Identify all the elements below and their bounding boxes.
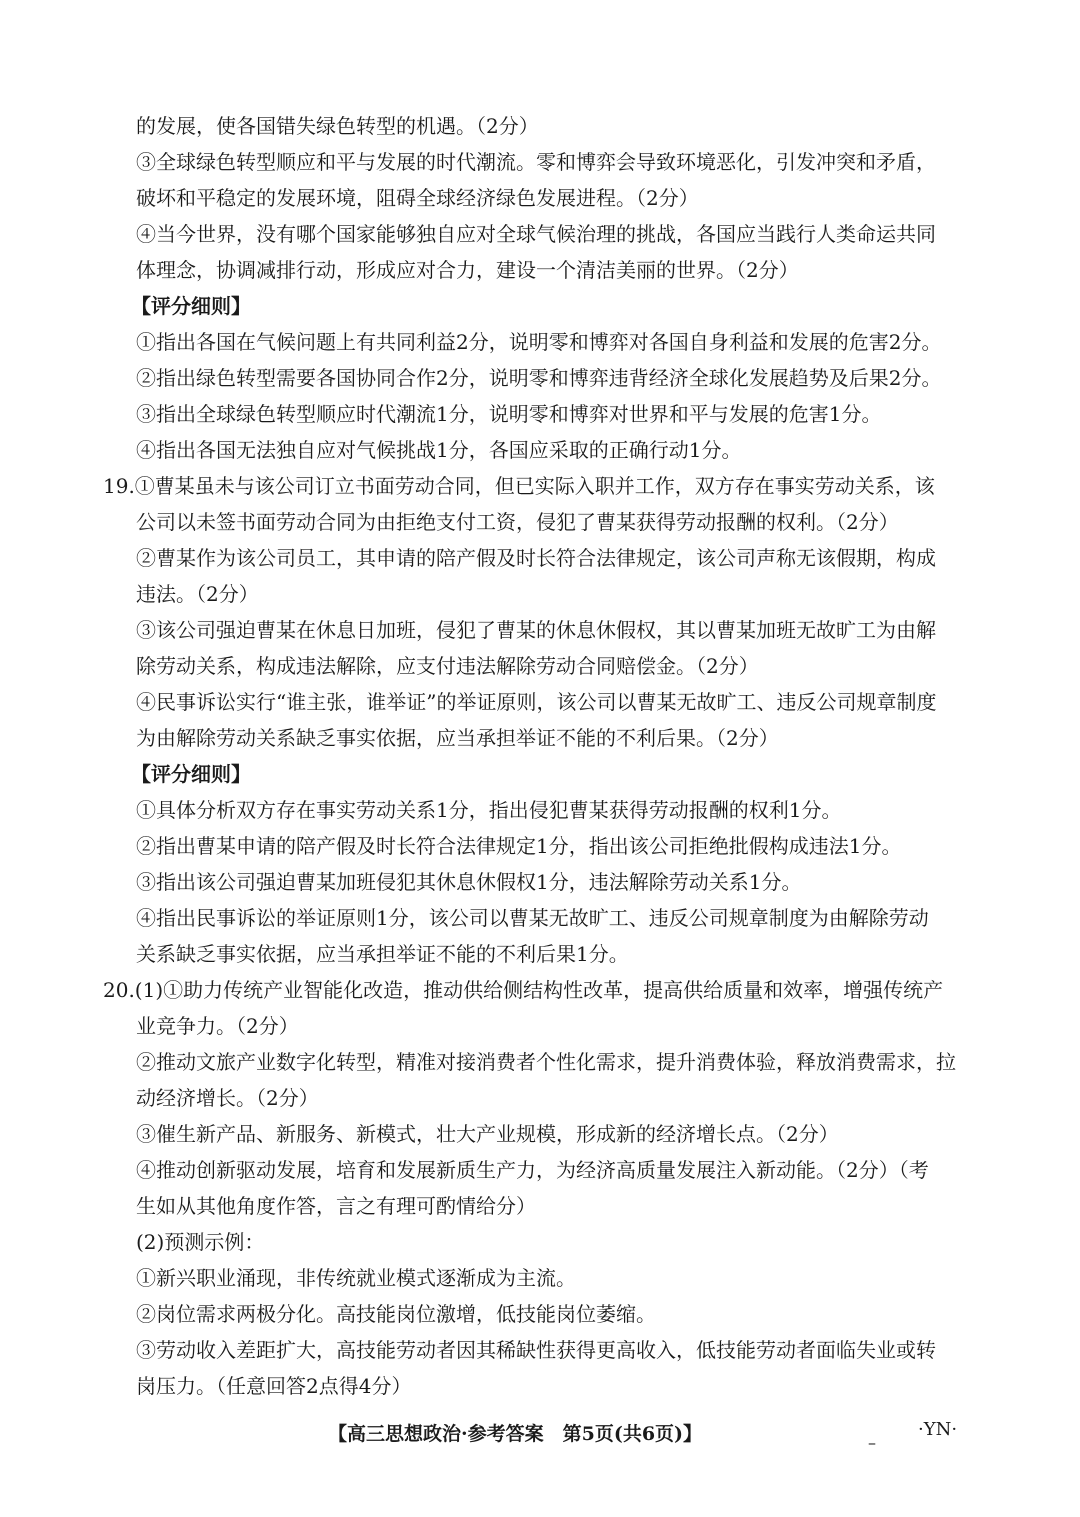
text-line: ③催生新产品、新服务、新模式，壮大产业规模，形成新的经济增长点。（2分） [136, 1122, 839, 1146]
text-line: ①指出各国在气候问题上有共同利益2分，说明零和博弈对各国自身利益和发展的危害2分。 [136, 330, 942, 354]
text-line: 违法。（2分） [136, 582, 259, 606]
text-line: ②指出绿色转型需要各国协同合作2分，说明零和博弈违背经济全球化发展趋势及后果2分。 [136, 366, 942, 390]
text-line: ②指出曹某申请的陪产假及时长符合法律规定1分，指出该公司拒绝批假构成违法1分。 [136, 834, 902, 858]
text-line: ①具体分析双方存在事实劳动关系1分，指出侵犯曹某获得劳动报酬的权利1分。 [136, 798, 842, 822]
section-heading: 【评分细则】 [131, 762, 251, 786]
text-line: 除劳动关系，构成违法解除，应支付违法解除劳动合同赔偿金。（2分） [136, 654, 759, 678]
text-line: 19.①曹某虽未与该公司订立书面劳动合同，但已实际入职并工作，双方存在事实劳动关系，该 [103, 474, 935, 498]
text-line: 业竞争力。（2分） [136, 1014, 299, 1038]
text-line: (2)预测示例： [136, 1230, 265, 1254]
text-line: 20.(1)①助力传统产业智能化改造，推动供给侧结构性改革，提高供给质量和效率，增强传统产 [103, 978, 944, 1002]
text-line: 公司以未签书面劳动合同为由拒绝支付工资，侵犯了曹某获得劳动报酬的权利。（2分） [136, 510, 899, 534]
text-line: ②曹某作为该公司员工，其申请的陪产假及时长符合法律规定，该公司声称无该假期，构成 [136, 546, 936, 570]
section-heading: 【评分细则】 [131, 294, 251, 318]
text-line: 关系缺乏事实依据，应当承担举证不能的不利后果1分。 [136, 942, 629, 966]
footer-code: ·YN· [918, 1419, 958, 1440]
text-line: ③该公司强迫曹某在休息日加班，侵犯了曹某的休息休假权，其以曹某加班无故旷工为由解 [136, 618, 936, 642]
text-line: 岗压力。（任意回答2点得4分） [136, 1374, 412, 1398]
text-line: ④指出各国无法独自应对气候挑战1分，各国应采取的正确行动1分。 [136, 438, 742, 462]
text-line: ③全球绿色转型顺应和平与发展的时代潮流。零和博弈会导致环境恶化，引发冲突和矛盾， [136, 150, 936, 174]
text-line: 的发展，使各国错失绿色转型的机遇。（2分） [136, 114, 539, 138]
text-line: ③劳动收入差距扩大，高技能劳动者因其稀缺性获得更高收入，低技能劳动者面临失业或转 [136, 1338, 936, 1362]
text-line: ④当今世界，没有哪个国家能够独自应对全球气候治理的挑战，各国应当践行人类命运共同 [136, 222, 936, 246]
page-footer [0, 1413, 1080, 1453]
text-line: ③指出全球绿色转型顺应时代潮流1分，说明零和博弈对世界和平与发展的危害1分。 [136, 402, 882, 426]
footer-mark: – [868, 1433, 876, 1452]
text-line: ②推动文旅产业数字化转型，精准对接消费者个性化需求，提升消费体验，释放消费需求，拉 [136, 1050, 956, 1074]
text-line: 为由解除劳动关系缺乏事实依据，应当承担举证不能的不利后果。（2分） [136, 726, 779, 750]
text-line: ④推动创新驱动发展，培育和发展新质生产力，为经济高质量发展注入新动能。（2分）（考 [136, 1158, 929, 1182]
text-line: ③指出该公司强迫曹某加班侵犯其休息休假权1分，违法解除劳动关系1分。 [136, 870, 802, 894]
footer-title: 【高三思想政治·参考答案 第5页(共6页)】 [328, 1423, 703, 1445]
text-line: ②岗位需求两极分化。高技能岗位激增，低技能岗位萎缩。 [136, 1302, 656, 1326]
text-line: 体理念，协调减排行动，形成应对合力，建设一个清洁美丽的世界。（2分） [136, 258, 799, 282]
text-line: ④民事诉讼实行“谁主张，谁举证”的举证原则，该公司以曹某无故旷工、违反公司规章制度 [136, 690, 937, 714]
text-line: 动经济增长。（2分） [136, 1086, 319, 1110]
text-line: ④指出民事诉讼的举证原则1分，该公司以曹某无故旷工、违反公司规章制度为由解除劳动 [136, 906, 929, 930]
text-line: 生如从其他角度作答，言之有理可酌情给分） [136, 1194, 536, 1218]
answer-content [0, 108, 1080, 1404]
text-line: ①新兴职业涌现，非传统就业模式逐渐成为主流。 [136, 1266, 576, 1290]
text-line: 破坏和平稳定的发展环境，阻碍全球经济绿色发展进程。（2分） [136, 186, 699, 210]
